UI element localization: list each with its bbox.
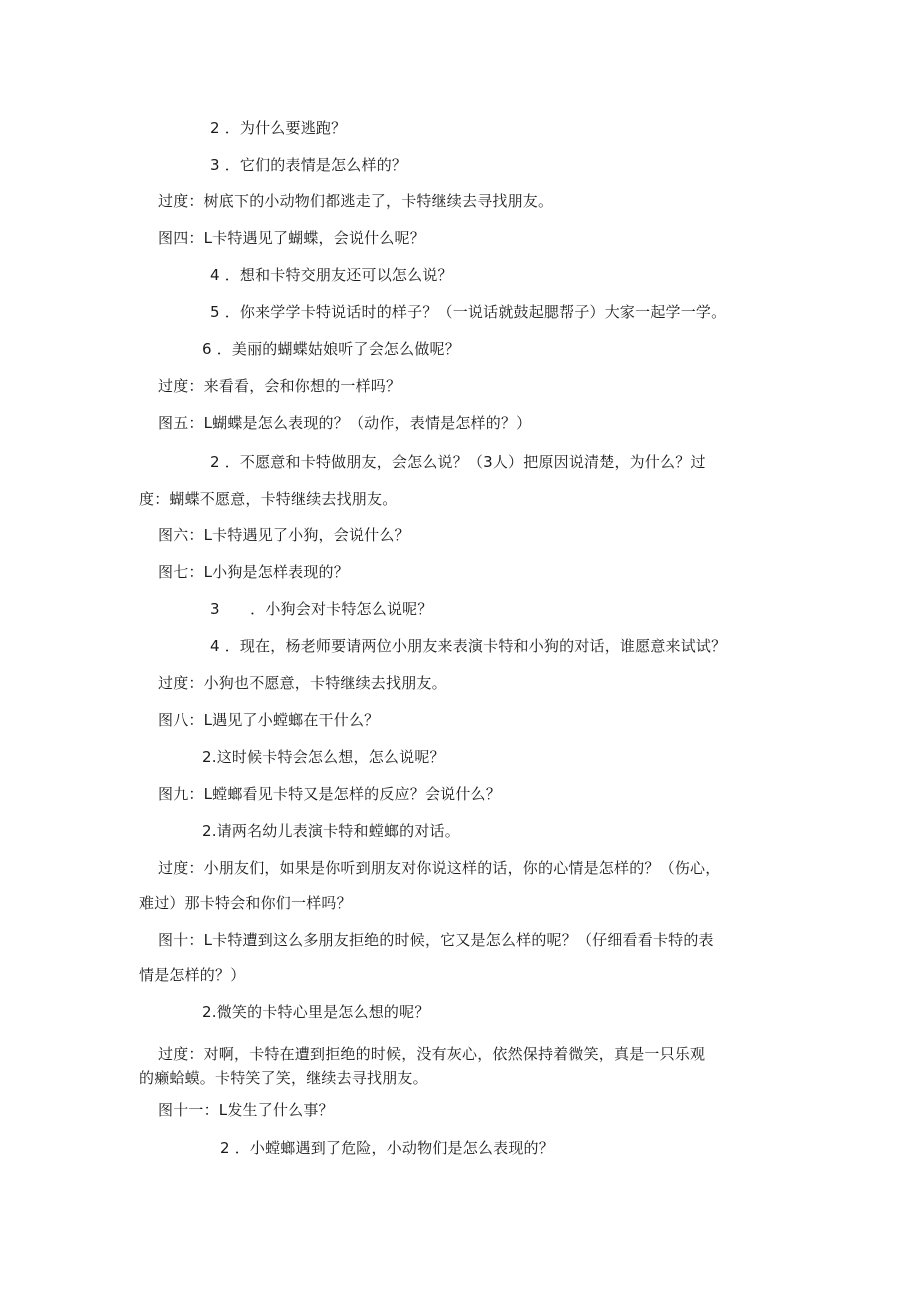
text-line: 图十：L卡特遭到这么多朋友拒绝的时候，它又是怎么样的呢？（仔细看看卡特的表 bbox=[158, 931, 714, 949]
text-line: 图八：L遇见了小螳螂在干什么？ bbox=[158, 711, 380, 729]
text-line: 2 ．不愿意和卡特做朋友，会怎么说？（3人）把原因说清楚，为什么？过 bbox=[210, 453, 706, 471]
text-line: 3 ．它们的表情是怎么样的？ bbox=[210, 156, 408, 174]
text-line: 2.微笑的卡特心里是怎么想的呢？ bbox=[202, 1003, 430, 1021]
text-line: 过度：树底下的小动物们都逃走了，卡特继续去寻找朋友。 bbox=[158, 192, 554, 210]
text-line: 过度：来看看，会和你想的一样吗？ bbox=[158, 377, 402, 395]
text-line: 图六：L卡特遇见了小狗，会说什么？ bbox=[158, 526, 410, 544]
text-line: 过度：小狗也不愿意，卡特继续去找朋友。 bbox=[158, 674, 447, 692]
text-line: 4 ．想和卡特交朋友还可以怎么说？ bbox=[210, 266, 453, 284]
text-line: 图四：L卡特遇见了蝴蝶，会说什么呢？ bbox=[158, 229, 425, 247]
text-line: 难过）那卡特会和你们一样吗？ bbox=[139, 894, 352, 912]
text-line: 情是怎样的？） bbox=[139, 966, 246, 984]
text-line: 过度：对啊，卡特在遭到拒绝的时候，没有灰心，依然保持着微笑，真是一只乐观 bbox=[158, 1045, 706, 1063]
text-line: 6 ．美丽的蝴蝶姑娘听了会怎么做呢？ bbox=[202, 340, 460, 358]
text-line: 2 ．小螳螂遇到了危险，小动物们是怎么表现的？ bbox=[220, 1139, 554, 1157]
text-line: 的癞蛤蟆。卡特笑了笑，继续去寻找朋友。 bbox=[139, 1069, 428, 1087]
text-line: 4 ．现在，杨老师要请两位小朋友来表演卡特和小狗的对话，谁愿意来试试？ bbox=[210, 637, 727, 655]
text-line: 度：蝴蝶不愿意，卡特继续去找朋友。 bbox=[139, 490, 398, 508]
text-line: 2 ．为什么要逃跑？ bbox=[210, 119, 347, 137]
text-line: 图七：L小狗是怎样表现的？ bbox=[158, 563, 349, 581]
text-line: 过度：小朋友们，如果是你听到朋友对你说这样的话，你的心情是怎样的？（伤心， bbox=[158, 859, 721, 877]
text-line: 3 ．小狗会对卡特怎么说呢？ bbox=[210, 600, 433, 618]
text-line: 2.这时候卡特会怎么想，怎么说呢？ bbox=[202, 748, 445, 766]
text-line: 2.请两名幼儿表演卡特和螳螂的对话。 bbox=[202, 822, 460, 840]
text-line: 图五：L蝴蝶是怎么表现的？（动作，表情是怎样的？） bbox=[158, 414, 532, 432]
text-line: 图九：L螳螂看见卡特又是怎样的反应？会说什么？ bbox=[158, 785, 501, 803]
text-line: 图十一：L发生了什么事？ bbox=[158, 1101, 334, 1119]
text-line: 5 ．你来学学卡特说话时的样子？（一说话就鼓起腮帮子）大家一起学一学。 bbox=[210, 303, 727, 321]
